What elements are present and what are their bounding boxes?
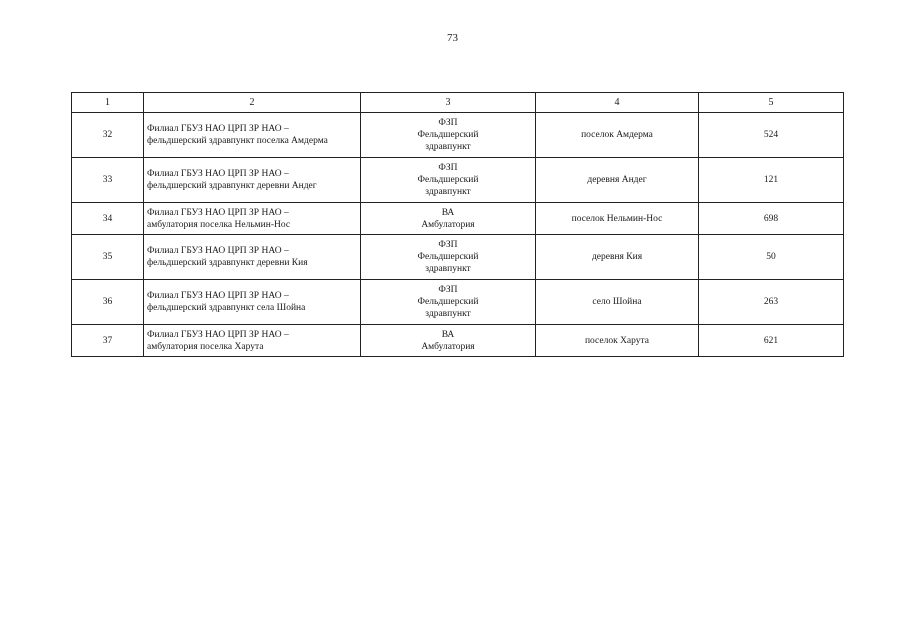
facility-type-line: ФЗП bbox=[438, 163, 458, 173]
facility-type-line: ВА bbox=[441, 329, 455, 340]
facility-type-line: Фельдшерский bbox=[417, 175, 479, 185]
column-header-5: 5 bbox=[699, 93, 844, 113]
facility-type-line: здравпункт bbox=[425, 142, 471, 152]
facility-type-line: здравпункт bbox=[425, 264, 471, 274]
locality: деревня Кия bbox=[536, 235, 699, 280]
facility-type-line: ФЗП bbox=[438, 240, 458, 250]
value-cell: 524 bbox=[699, 113, 844, 158]
facility-type-line: здравпункт bbox=[425, 309, 471, 319]
facility-name-line: фельдшерский здравпункт поселка Амдерма bbox=[147, 136, 328, 146]
column-header-1: 1 bbox=[72, 93, 144, 113]
row-number: 35 bbox=[72, 235, 144, 280]
facility-type-line: Фельдшерский bbox=[417, 130, 479, 140]
facility-type bbox=[361, 235, 536, 280]
facility-name-line: Филиал ГБУЗ НАО ЦРП ЗР НАО – bbox=[147, 329, 289, 340]
facility-type-line: Амбулатория bbox=[421, 219, 475, 230]
facility-name bbox=[144, 235, 361, 280]
facility-name-line: фельдшерский здравпункт села Шойна bbox=[147, 303, 306, 313]
facility-name bbox=[144, 203, 361, 235]
value-cell: 621 bbox=[699, 325, 844, 357]
row-number: 32 bbox=[72, 113, 144, 158]
table-row bbox=[72, 113, 844, 158]
facility-name bbox=[144, 280, 361, 325]
facility-type-line: ФЗП bbox=[438, 285, 458, 295]
locality: поселок Нельмин-Нос bbox=[536, 203, 699, 235]
locality: поселок Харута bbox=[536, 325, 699, 357]
table-row bbox=[72, 235, 844, 280]
table-row bbox=[72, 203, 844, 235]
facility-name bbox=[144, 325, 361, 357]
facility-name bbox=[144, 158, 361, 203]
facility-name-line: амбулатория поселка Харута bbox=[147, 341, 264, 352]
facility-type-line: Фельдшерский bbox=[417, 297, 479, 307]
facility-type bbox=[361, 158, 536, 203]
facility-type bbox=[361, 280, 536, 325]
facility-type-line: ФЗП bbox=[438, 118, 458, 128]
facility-name-line: Филиал ГБУЗ НАО ЦРП ЗР НАО – bbox=[147, 169, 289, 179]
facility-type bbox=[361, 325, 536, 357]
value-cell: 50 bbox=[699, 235, 844, 280]
facility-name-line: амбулатория поселка Нельмин-Нос bbox=[147, 219, 291, 230]
table-row bbox=[72, 158, 844, 203]
row-number: 37 bbox=[72, 325, 144, 357]
facility-name-line: Филиал ГБУЗ НАО ЦРП ЗР НАО – bbox=[147, 291, 289, 301]
facility-name-line: Филиал ГБУЗ НАО ЦРП ЗР НАО – bbox=[147, 246, 289, 256]
facility-type bbox=[361, 203, 536, 235]
row-number: 34 bbox=[72, 203, 144, 235]
facility-name-line: Филиал ГБУЗ НАО ЦРП ЗР НАО – bbox=[147, 207, 289, 218]
value-cell: 263 bbox=[699, 280, 844, 325]
value-cell: 121 bbox=[699, 158, 844, 203]
facility-name-line: Филиал ГБУЗ НАО ЦРП ЗР НАО – bbox=[147, 124, 289, 134]
facility-type-line: Фельдшерский bbox=[417, 252, 479, 262]
locality: село Шойна bbox=[536, 280, 699, 325]
locality: поселок Амдерма bbox=[536, 113, 699, 158]
table-row bbox=[72, 280, 844, 325]
column-header-2: 2 bbox=[144, 93, 361, 113]
facility-name-line: фельдшерский здравпункт деревни Кия bbox=[147, 258, 308, 268]
facility-type-line: ВА bbox=[441, 207, 455, 218]
column-header-3: 3 bbox=[361, 93, 536, 113]
header-row bbox=[72, 93, 844, 113]
facility-name bbox=[144, 113, 361, 158]
facility-type bbox=[361, 113, 536, 158]
table-row bbox=[72, 325, 844, 357]
facility-name-line: фельдшерский здравпункт деревни Андег bbox=[147, 181, 317, 191]
column-header-4: 4 bbox=[536, 93, 699, 113]
facility-type-line: Амбулатория bbox=[421, 341, 475, 352]
locality: деревня Андег bbox=[536, 158, 699, 203]
facility-type-line: здравпункт bbox=[425, 187, 471, 197]
row-number: 33 bbox=[72, 158, 144, 203]
facilities-table bbox=[71, 92, 844, 357]
value-cell: 698 bbox=[699, 203, 844, 235]
row-number: 36 bbox=[72, 280, 144, 325]
page-number: 73 bbox=[447, 32, 458, 44]
